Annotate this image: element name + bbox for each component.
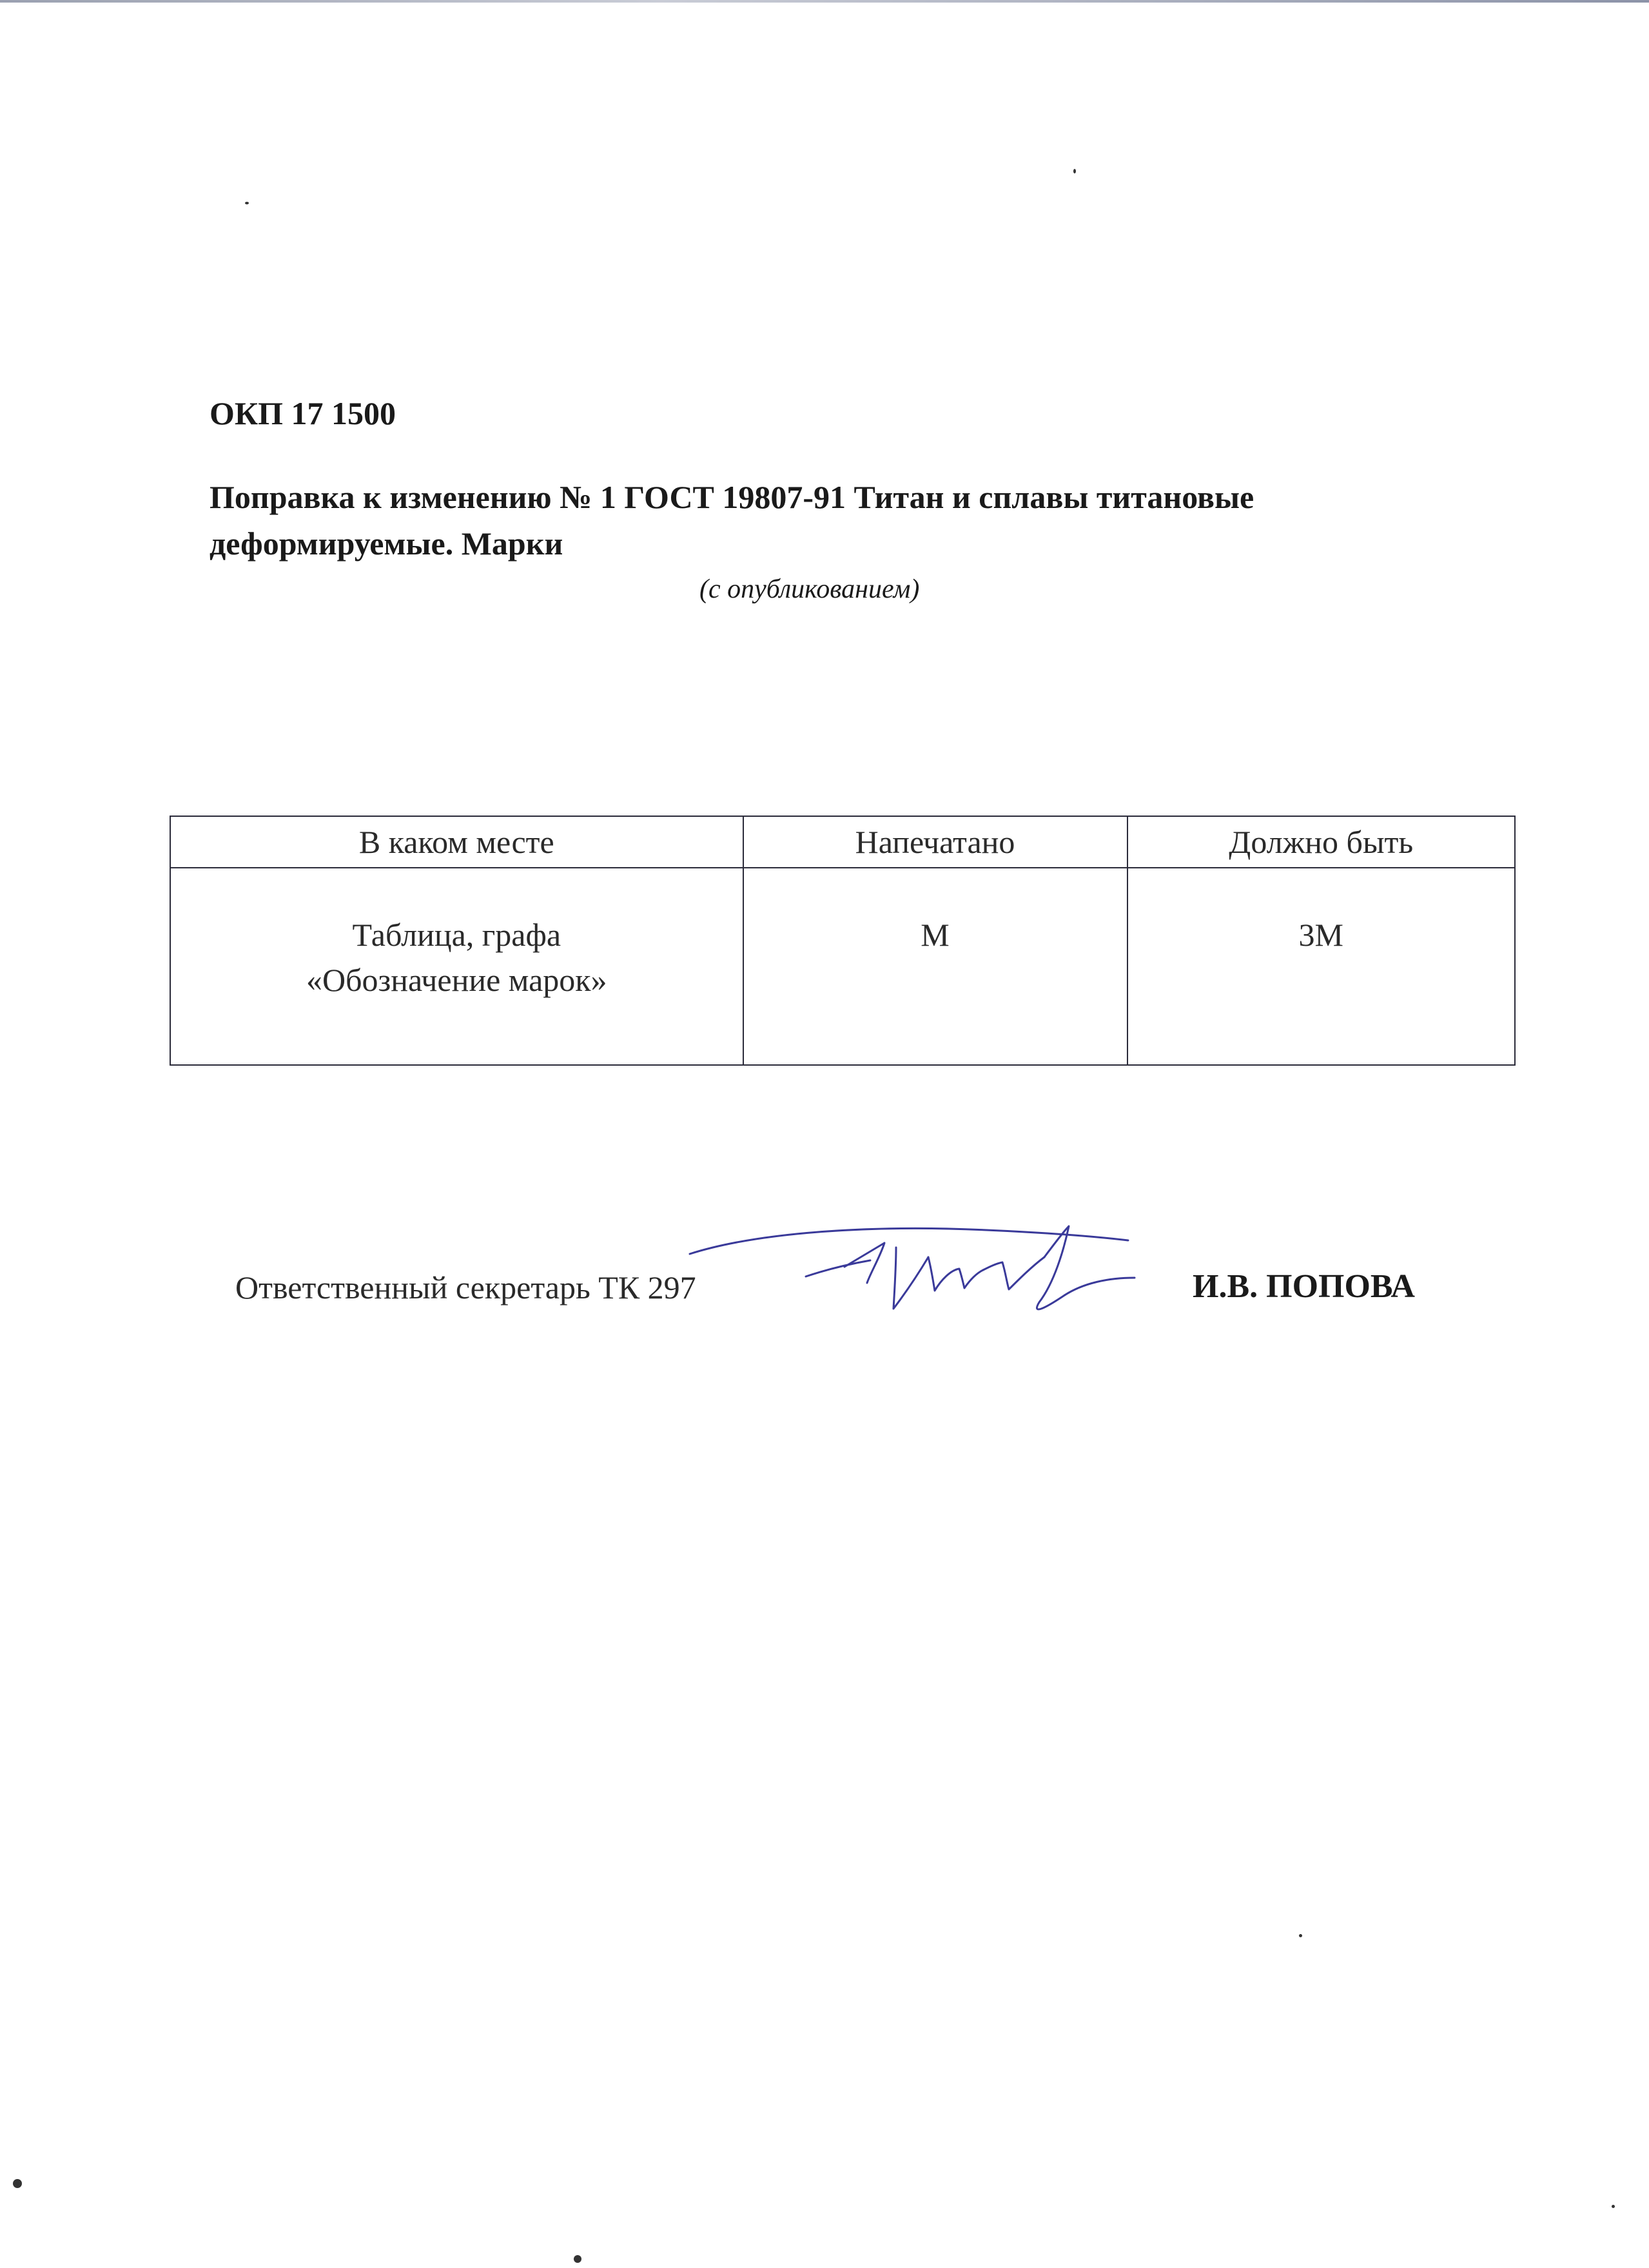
scan-speck: [1612, 2205, 1615, 2208]
scan-speck: [13, 2179, 22, 2188]
publication-note: (с опубликованием): [699, 574, 920, 604]
header-place: В каком месте: [170, 816, 743, 868]
table-header-row: [170, 816, 1515, 868]
scan-speck: [245, 202, 249, 204]
cell-printed: М: [743, 868, 1127, 1065]
cell-place-line-1: Таблица, графа: [352, 917, 561, 953]
cell-place-line-2: «Обозначение марок»: [306, 962, 607, 998]
okp-code: ОКП 17 1500: [210, 395, 396, 431]
document-title: [210, 474, 1531, 567]
scan-speck: [1299, 1934, 1302, 1937]
errata-table: [170, 816, 1516, 1066]
signatory-name: И.В. ПОПОВА: [1193, 1268, 1415, 1305]
scan-speck: [1073, 169, 1076, 173]
handwritten-signature: [683, 1218, 1141, 1347]
cell-should-be: 3М: [1127, 868, 1516, 1065]
table-row: [170, 868, 1515, 1065]
title-line-1: Поправка к изменению № 1 ГОСТ 19807-91 Титан и сплавы титановые: [210, 479, 1254, 515]
title-line-2: деформируемые. Марки: [210, 525, 563, 562]
signatory-role: Ответственный секретарь ТК 297: [235, 1269, 696, 1305]
scan-edge: [0, 0, 1649, 3]
scan-speck: [574, 2255, 581, 2263]
header-printed: Напечатано: [743, 816, 1127, 868]
cell-place: [170, 868, 743, 1065]
header-should-be: Должно быть: [1127, 816, 1516, 868]
